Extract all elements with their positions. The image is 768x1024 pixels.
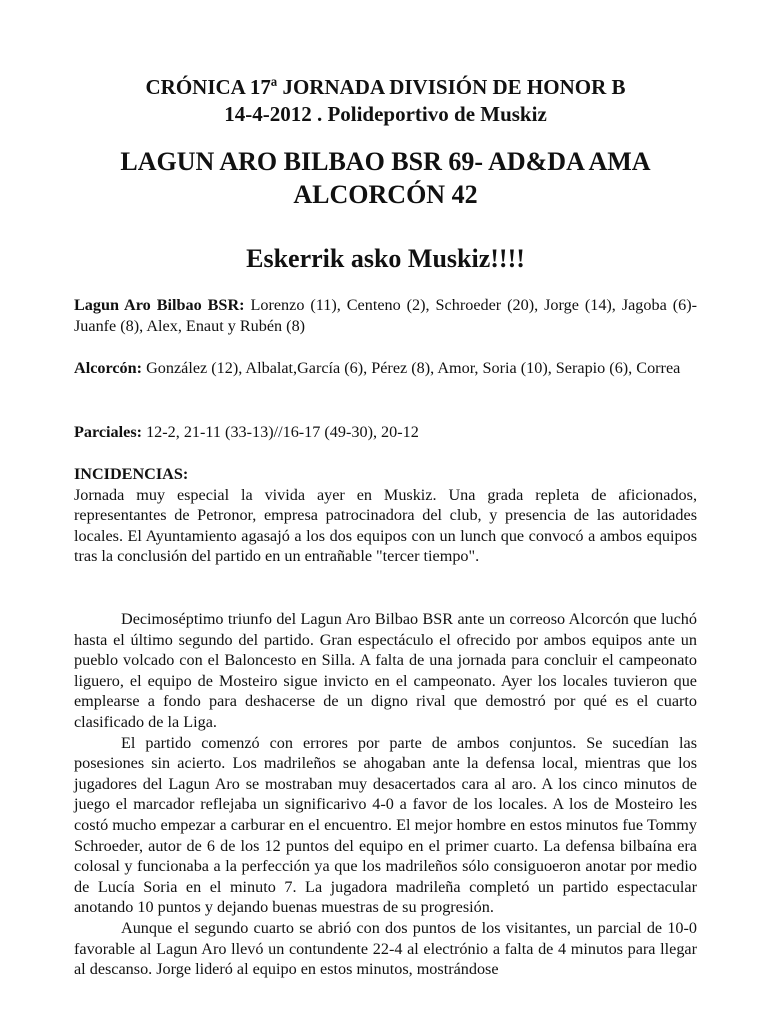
match-result-title-line1: LAGUN ARO BILBAO BSR 69- AD&DA AMA [120, 147, 651, 176]
chronicle-heading: CRÓNICA 17ª JORNADA DIVISIÓN DE HONOR B [145, 75, 626, 99]
thanks-subtitle: Eskerrik asko Muskiz!!!! [246, 244, 525, 273]
away-lineup-players: González (12), Albalat,García (6), Pérez (8), Amor, Soria (10), Serapio (6), Correa [142, 359, 681, 377]
article-body [74, 609, 697, 980]
away-lineup-label: Alcorcón: [74, 359, 143, 377]
match-result-title-line2: ALCORCÓN 42 [293, 180, 478, 209]
away-lineup [74, 358, 697, 379]
home-lineup-label: Lagun Aro Bilbao BSR: [74, 296, 245, 314]
partial-scores [74, 422, 697, 443]
incidents-section [74, 464, 697, 567]
partial-scores-label: Parciales: [74, 423, 143, 441]
article-paragraph: El partido comenzó con errores por parte de ambos conjuntos. Se sucedían las posesiones sin acierto. Los madrileños se ahogaban ante la defensa local, mientras que los jugadores del Lagun Aro se mostraban muy desacertados cara al aro. A los cinco minutos de juego el marcador reflejaba un significarivo 4-0 a favor de los locales. A los de Mosteiro les costó mucho empezar a carburar en el encuentro. El mejor hombre en estos minutos fue Tommy Schroeder, autor de 6 de los 12 puntos del equipo en el primer cuarto. La defensa bilbaína era colosal y funcionaba a la perfección ya que los madrileños sólo consiguoeron anotar por medio de Lucía Soria en el minuto 7. La jugadora madrileña completó un partido espectacular anotando 10 puntos y dejando buenas muestras de su progresión. [74, 733, 697, 917]
article-paragraph: Decimoséptimo triunfo del Lagun Aro Bilbao BSR ante un correoso Alcorcón que luchó hasta el último segundo del partido. Gran espectáculo el ofrecido por ambos equipos ante un pueblo volcado con el Baloncesto en Silla. A falta de una jornada para concluir el campeonato liguero, el equipo de Mosteiro sigue invicto en el campeonato. Ayer los locales tuvieron que emplearse a fondo para deshacerse de un digno rival que demostró por qué es el cuarto clasificado de la Liga. [74, 610, 697, 731]
home-lineup-players: Lorenzo (11), Centeno (2), Schroeder (20), Jorge (14), Jagoba (6)- Juanfe (8), Alex, Enaut y Rubén (8) [74, 296, 697, 335]
article-paragraph: Aunque el segundo cuarto se abrió con dos puntos de los visitantes, un parcial de 10-0 favorable al Lagun Aro llevó un contundente 22-4 al electrónio a falta de 4 minutos para llegar al descanso. Jorge lideró al equipo en estos minutos, mostrándose [74, 918, 697, 979]
incidents-text: Jornada muy especial la vivida ayer en Muskiz. Una grada repleta de aficionados, representantes de Petronor, empresa patrocinadora del club, y presencia de las autoridades locales. El Ayuntamiento agasajó a los dos equipos con un lunch que convocó a ambos equipos tras la conclusión del partido en un entrañable "tercer tiempo". [74, 485, 697, 566]
incidents-heading: INCIDENCIAS: [74, 465, 189, 483]
home-lineup [74, 295, 697, 336]
match-date-venue: 14-4-2012 . Polideportivo de Muskiz [224, 102, 547, 126]
partial-scores-value: 12-2, 21-11 (33-13)//16-17 (49-30), 20-12 [142, 423, 419, 441]
